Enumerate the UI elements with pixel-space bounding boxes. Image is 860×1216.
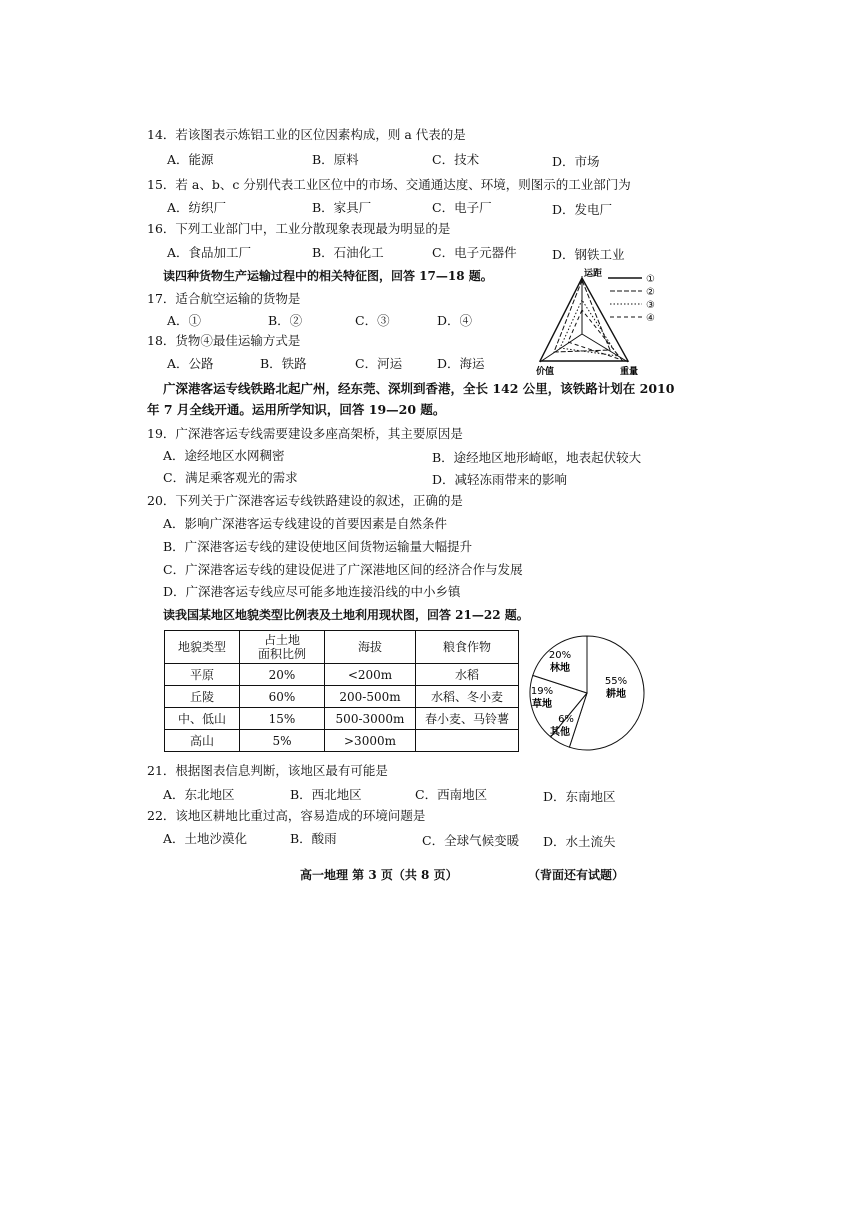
table-cell: 20%	[240, 664, 325, 686]
table-row	[165, 664, 519, 686]
question-16-stem: 16．下列工业部门中，工业分散现象表现最为明显的是	[147, 221, 451, 236]
q14-option-d: D．市场	[552, 154, 600, 169]
intro-21-22: 读我国某地区地貌类型比例表及土地利用现状图，回答 21—22 题。	[163, 608, 529, 622]
q16-option-b: B．石油化工	[312, 245, 384, 260]
q15-option-d: D．发电厂	[552, 202, 613, 217]
q20-option-c: C．广深港客运专线的建设促进了广深港地区间的经济合作与发展	[163, 562, 523, 577]
table-cell: >3000m	[325, 730, 416, 752]
question-15-stem: 15．若 a、b、c 分别代表工业区位中的市场、交通通达度、环境，则图示的工业部门为	[147, 177, 631, 192]
table-row	[165, 708, 519, 730]
q18-option-c: C．河运	[355, 356, 403, 371]
question-18-stem: 18．货物④最佳运输方式是	[147, 333, 301, 348]
table-cell: 高山	[165, 730, 240, 752]
q21-option-c: C．西南地区	[415, 787, 488, 802]
table-cell: 丘陵	[165, 686, 240, 708]
intro-19-20-line2: 年 7 月全线开通。运用所学知识，回答 19—20 题。	[147, 402, 446, 417]
q21-option-d: D．东南地区	[543, 789, 616, 804]
radar-legend-3: ③	[646, 300, 655, 311]
q20-option-a: A．影响广深港客运专线建设的首要因素是自然条件	[163, 516, 448, 531]
q14-option-b: B．原料	[312, 152, 359, 167]
table-row	[165, 686, 519, 708]
landform-table	[164, 630, 519, 752]
q16-option-c: C．电子元器件	[432, 245, 517, 260]
table-cell: 平原	[165, 664, 240, 686]
q17-option-b: B．②	[268, 313, 303, 328]
table-cell: 500-3000m	[325, 708, 416, 730]
q16-option-a: A．食品加工厂	[167, 245, 252, 260]
table-cell: 200-500m	[325, 686, 416, 708]
q18-option-a: A．公路	[167, 356, 214, 371]
pie-label-forest: 林地	[550, 663, 570, 674]
q16-option-d: D．钢铁工业	[552, 247, 625, 262]
q17-option-d: D．④	[437, 313, 473, 328]
header-text: 地貌类型	[177, 640, 226, 654]
q22-option-c: C．全球气候变暖	[422, 833, 520, 848]
table-cell	[416, 730, 519, 752]
q19-option-d: D．减轻冻雨带来的影响	[432, 472, 568, 487]
question-17-stem: 17．适合航空运输的货物是	[147, 291, 301, 306]
radar-legend-1: ①	[646, 274, 655, 285]
table-cell: 5%	[240, 730, 325, 752]
q22-option-a: A．土地沙漠化	[163, 831, 248, 846]
q19-option-b: B．途经地区地形崎岖，地表起伏较大	[432, 450, 642, 465]
q19-option-a: A．途经地区水网稠密	[163, 448, 285, 463]
radar-label-value: 价值	[536, 367, 555, 377]
q22-option-b: B．酸雨	[290, 831, 337, 846]
pie-label-cropland: 耕地	[606, 689, 626, 700]
question-20-stem: 20．下列关于广深港客运专线铁路建设的叙述，正确的是	[147, 493, 463, 508]
q21-option-a: A．东北地区	[163, 787, 235, 802]
q21-option-b: B．西北地区	[290, 787, 362, 802]
cargo-feature-radar-chart	[510, 266, 670, 378]
radar-label-distance: 运距	[584, 269, 603, 279]
pie-label-other-percent: 6%	[558, 714, 574, 725]
question-14-stem: 14．若该图表示炼铝工业的区位因素构成，则 a 代表的是	[147, 127, 466, 142]
q15-option-b: B．家具厂	[312, 200, 372, 215]
table-cell: 春小麦、马铃薯	[416, 708, 519, 730]
pie-label-grassland: 草地	[532, 699, 552, 710]
table-header-landform	[165, 631, 240, 664]
pie-label-grassland-percent: 19%	[530, 686, 554, 697]
page-footer-info: 高一地理 第 3 页（共 8 页）	[300, 868, 458, 882]
q20-option-d: D．广深港客运专线应尽可能多地连接沿线的中小乡镇	[163, 584, 461, 599]
q22-option-d: D．水土流失	[543, 834, 616, 849]
header-text: 粮食作物	[442, 640, 491, 654]
table-cell: <200m	[325, 664, 416, 686]
land-use-pie-chart	[512, 634, 662, 752]
pie-label-other: 其他	[550, 727, 570, 738]
question-22-stem: 22．该地区耕地比重过高，容易造成的环境问题是	[147, 808, 426, 823]
q17-option-a: A．①	[167, 313, 202, 328]
table-header-crops	[416, 631, 519, 664]
page-footer-note: （背面还有试题）	[528, 868, 625, 882]
pie-label-forest-percent: 20%	[548, 650, 572, 661]
radar-series-1	[540, 278, 628, 361]
pie-label-cropland-percent: 55%	[604, 676, 628, 687]
q19-option-c: C．满足乘客观光的需求	[163, 470, 298, 485]
q20-option-b: B．广深港客运专线的建设使地区间货物运输量大幅提升	[163, 539, 473, 554]
radar-legend-2: ②	[646, 287, 655, 298]
question-19-stem: 19．广深港客运专线需要建设多座高架桥，其主要原因是	[147, 426, 463, 441]
table-header-elevation	[325, 631, 416, 664]
radar-label-weight: 重量	[620, 367, 639, 377]
q15-option-a: A．纺织厂	[167, 200, 227, 215]
header-text: 海拔	[357, 640, 382, 654]
intro-17-18: 读四种货物生产运输过程中的相关特征图，回答 17—18 题。	[163, 269, 493, 283]
table-cell: 60%	[240, 686, 325, 708]
question-21-stem: 21．根据图表信息判断，该地区最有可能是	[147, 763, 388, 778]
header-text-line2: 面积比例	[257, 647, 306, 661]
q15-option-c: C．电子厂	[432, 200, 492, 215]
table-header-area-ratio	[240, 631, 325, 664]
table-cell: 中、低山	[165, 708, 240, 730]
header-text-line1: 占土地	[263, 633, 300, 647]
q14-option-c: C．技术	[432, 152, 480, 167]
table-cell: 15%	[240, 708, 325, 730]
q18-option-b: B．铁路	[260, 356, 307, 371]
table-cell: 水稻、冬小麦	[416, 686, 519, 708]
intro-19-20-line1: 广深港客运专线铁路北起广州，经东莞、深圳到香港，全长 142 公里，该铁路计划在 2010	[163, 381, 675, 396]
table-row	[165, 730, 519, 752]
q14-option-a: A．能源	[167, 152, 214, 167]
table-header-row	[165, 631, 519, 664]
q17-option-c: C．③	[355, 313, 390, 328]
table-cell: 水稻	[416, 664, 519, 686]
q18-option-d: D．海运	[437, 356, 485, 371]
radar-legend-4: ④	[646, 313, 655, 324]
